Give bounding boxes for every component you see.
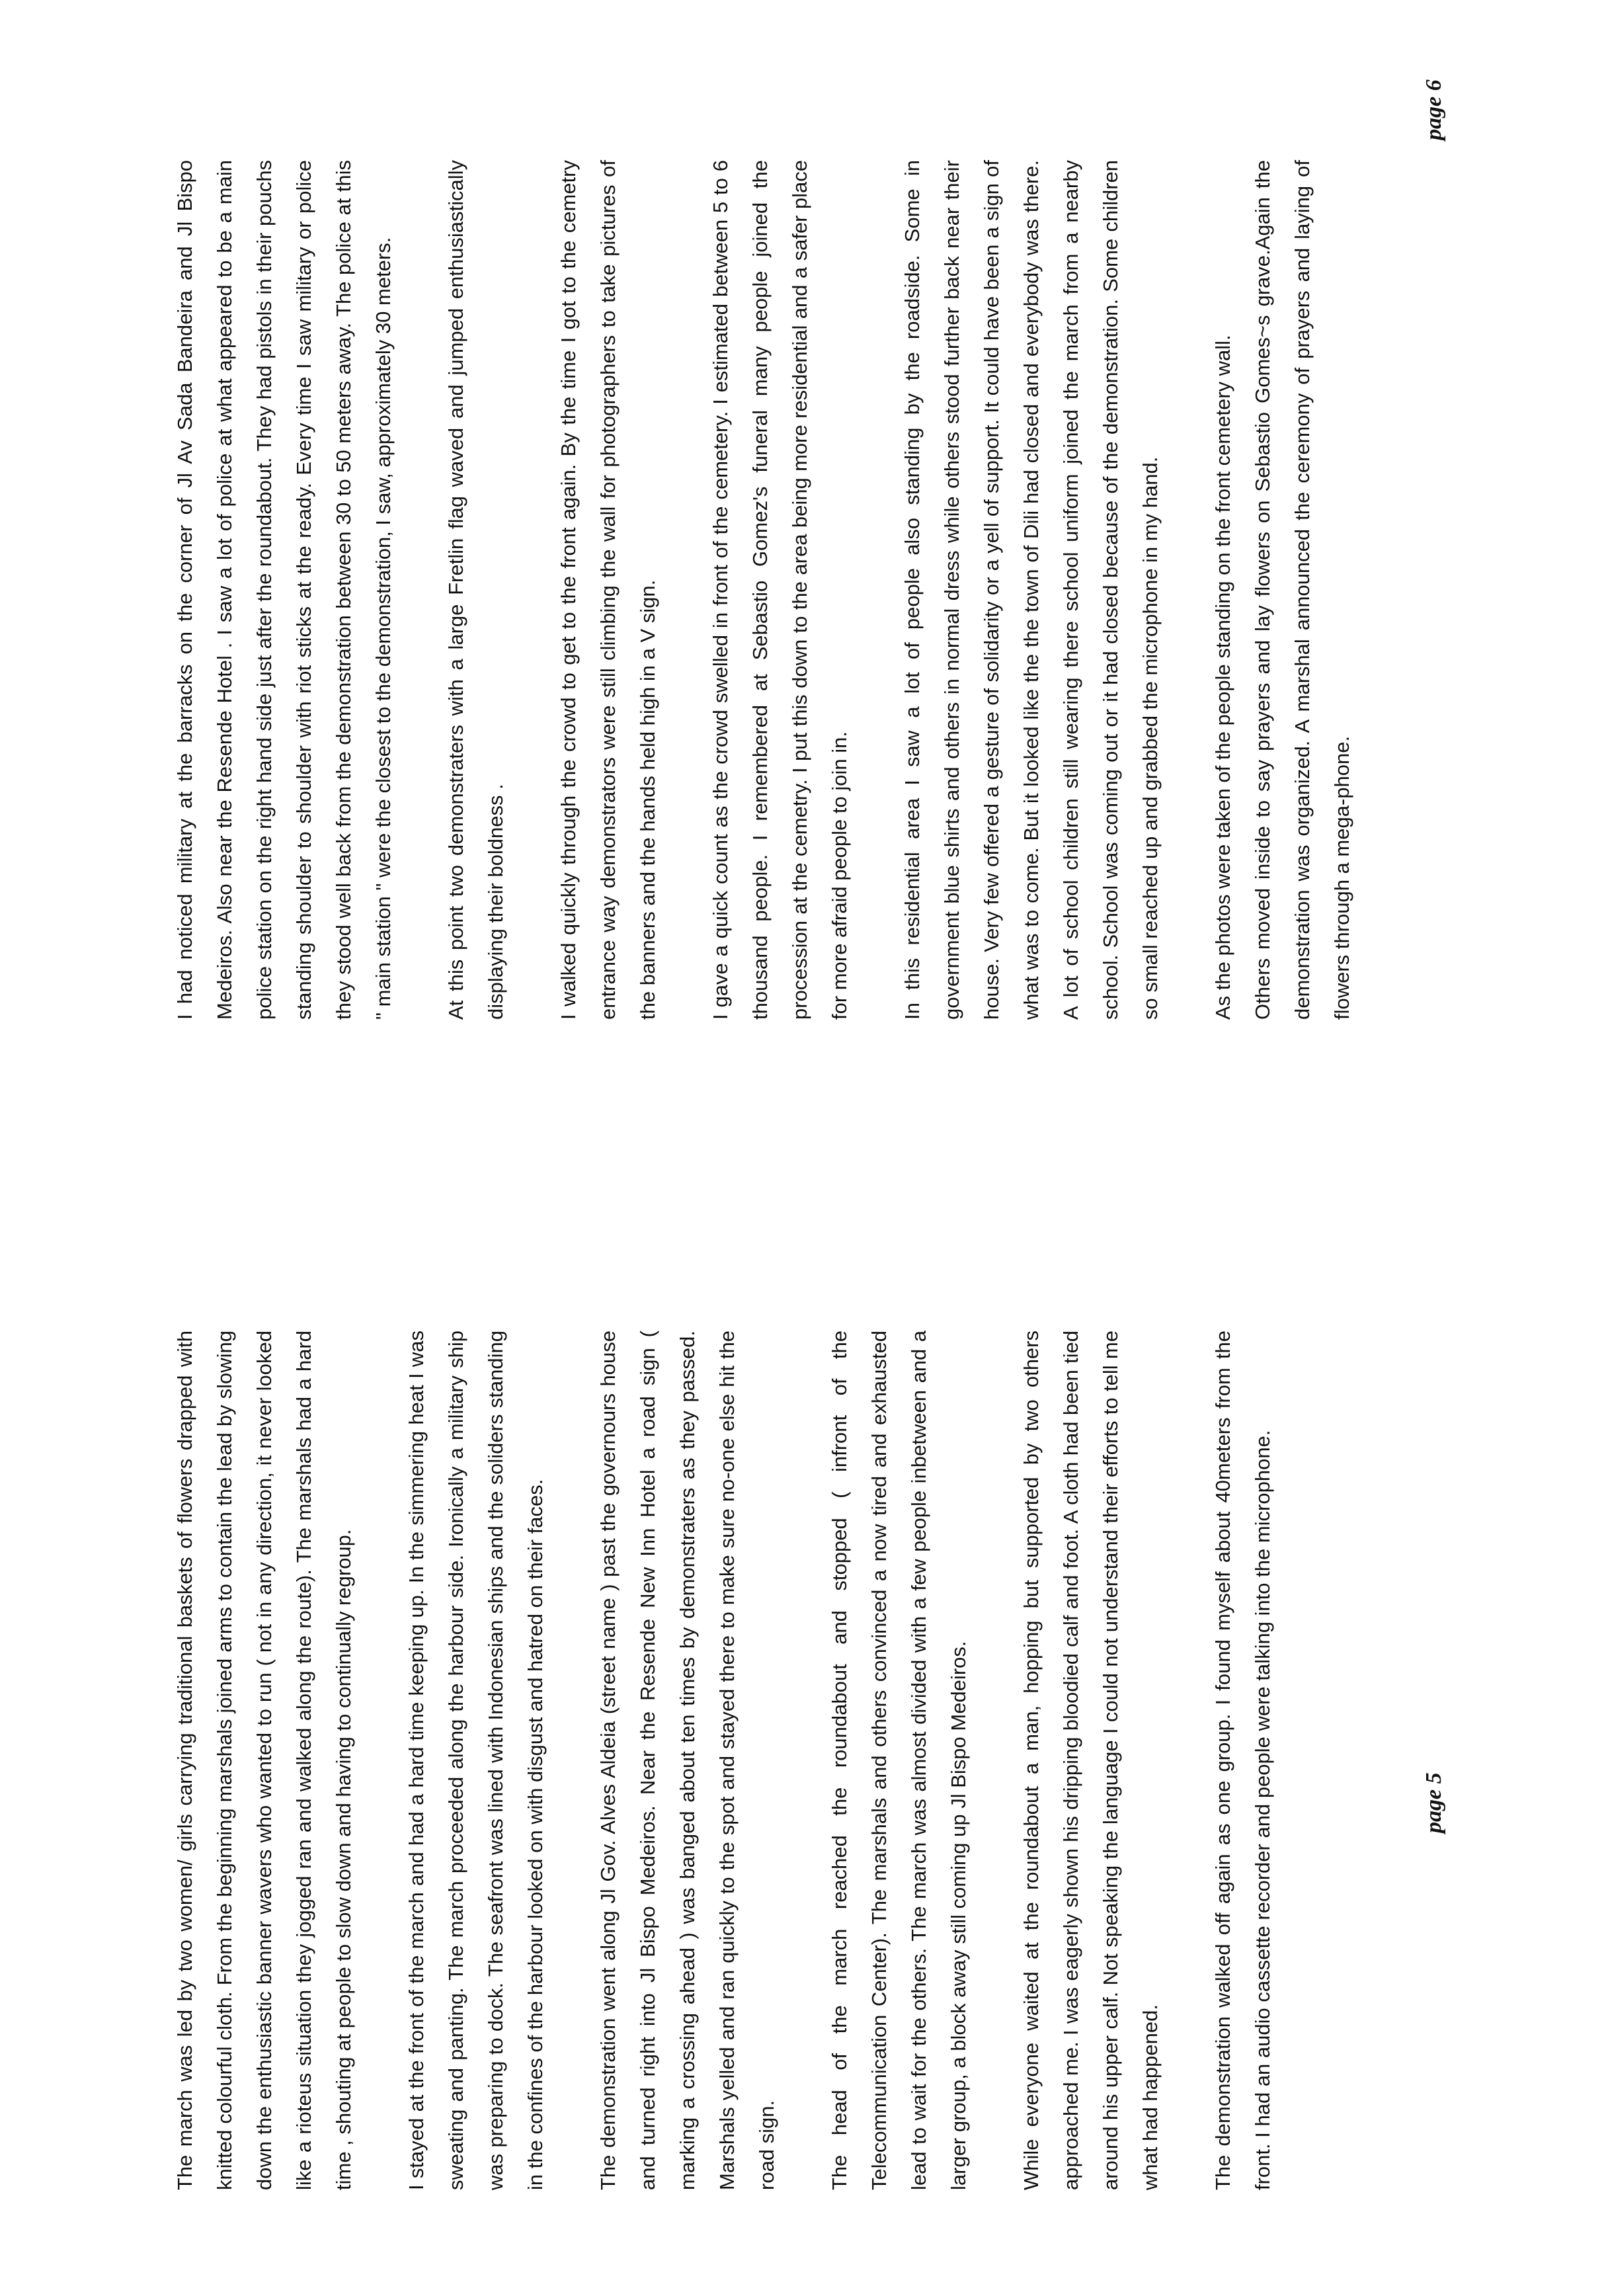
page-number-6: page 6 xyxy=(1422,79,1446,140)
paragraph: The demonstration walked off again as one group. I found myself about 40meters from the front. I had an audio cassette recorder and people were talking into the microphone. xyxy=(1211,1331,1274,2190)
paragraph: At this point two demonstraters with a large Fretlin flag waved and jumped enthusiastically displaying their boldness . xyxy=(444,160,507,1020)
page-5-column xyxy=(165,1331,1316,2190)
paragraph: I had noticed military at the barracks on the corner of Jl Av Sada Bandeira and Jl Bispo Medeiros. Also near the Resende Hotel . I saw a lot of police at what appeared to be a main police station on the right hand side just after the roundabout. They had pistols in their pouchs standing shoulder to shoulder with riot sticks at the ready. Every time I saw military or police they stood well back from the demonstration between 30 to 50 meters away. The police at this " main station " were the closest to the demonstration, I saw, approximately 30 meters. xyxy=(173,160,395,1020)
page-6-column xyxy=(165,160,1395,1020)
page-number-5: page 5 xyxy=(1422,1772,1446,1833)
paragraph: The head of the march reached the roundabout and stopped ( infront of the Telecommunication Center). The marshals and others convinced a now tired and exhausted lead to wait for the others. The march was almost divided with a few people inbetween and a larger group, a block away still coming up Jl Bispo Medeiros. xyxy=(828,1331,970,2190)
paragraph: I stayed at the front of the march and had a hard time keeping up. In the simmering heat I was sweating and panting. The march proceeded along the harbour side. Ironically a military ship was preparing to dock. The seafront was lined with Indonesian ships and the soliders standing in the confines of the harbour looked on with disgust and hatred on their faces. xyxy=(405,1331,547,2190)
paragraph: The demonstration went along Jl Gov. Alves Aldeia (street name ) past the governours house and turned right into Jl Bispo Medeiros. Near the Resende New Inn Hotel a road sign ( marking a crossing ahead ) was banged about ten times by demonstraters as they passed. Marshals yelled and ran quickly to the spot and stayed there to make sure no-one else hit the road sign. xyxy=(596,1331,778,2190)
paragraph: While everyone waited at the roundabout a man, hopping but supported by two others approached me. I was eagerly shown his dripping bloodied calf and foot. A cloth had been tied around his upper calf. Not speaking the language I could not understand their efforts to tell me what had happened. xyxy=(1020,1331,1162,2190)
paragraph: I gave a quick count as the crowd swelled in front of the cemetery. I estimated between 5 to 6 thousand people. I remembered at Sebastio Gomez's funeral many people joined the procession at the cemetry. I put this down to the area being more residential and a safer place for more afraid people to join in. xyxy=(709,160,851,1020)
paragraph: I walked quickly through the crowd to get to the front again. By the time I got to the cemetry entrance way demonstrators were still climbing the wall for photographers to take pictures of the banners and the hands held high in a V sign. xyxy=(557,160,659,1020)
paragraph: As the photos were taken of the people standing on the front cemetery wall. Others moved inside to say prayers and lay flowers on Sebastio Gomes~s grave.Again the demonstration was organized. A marshal announced the ceremony of prayers and laying of flowers through a mega-phone. xyxy=(1211,160,1353,1020)
paragraph: In this residential area I saw a lot of people also standing by the roadside. Some in government blue shirts and others in normal dress while others stood further back near their house. Very few offered a gesture of solidarity or a yell of support. It could have been a sign of what was to come. But it looked like the the town of Dili had closed and everybody was there. A lot of school children still wearing there school uniform joined the march from a nearby school. School was coming out or it had closed because of the demonstration. Some children so small reached up and grabbed the microphone in my hand. xyxy=(901,160,1162,1020)
paragraph: The march was led by two women/ girls carrying traditional baskets of flowers drapped with knitted colourful cloth. From the beginning marshals joined arms to contain the lead by slowing down the enthusiastic banner wavers who wanted to run ( not in any direction, it never looked like a rioteus situation they jogged ran and walked along the route). The marshals had a hard time , shouting at people to slow down and having to continually regroup. xyxy=(173,1331,355,2190)
